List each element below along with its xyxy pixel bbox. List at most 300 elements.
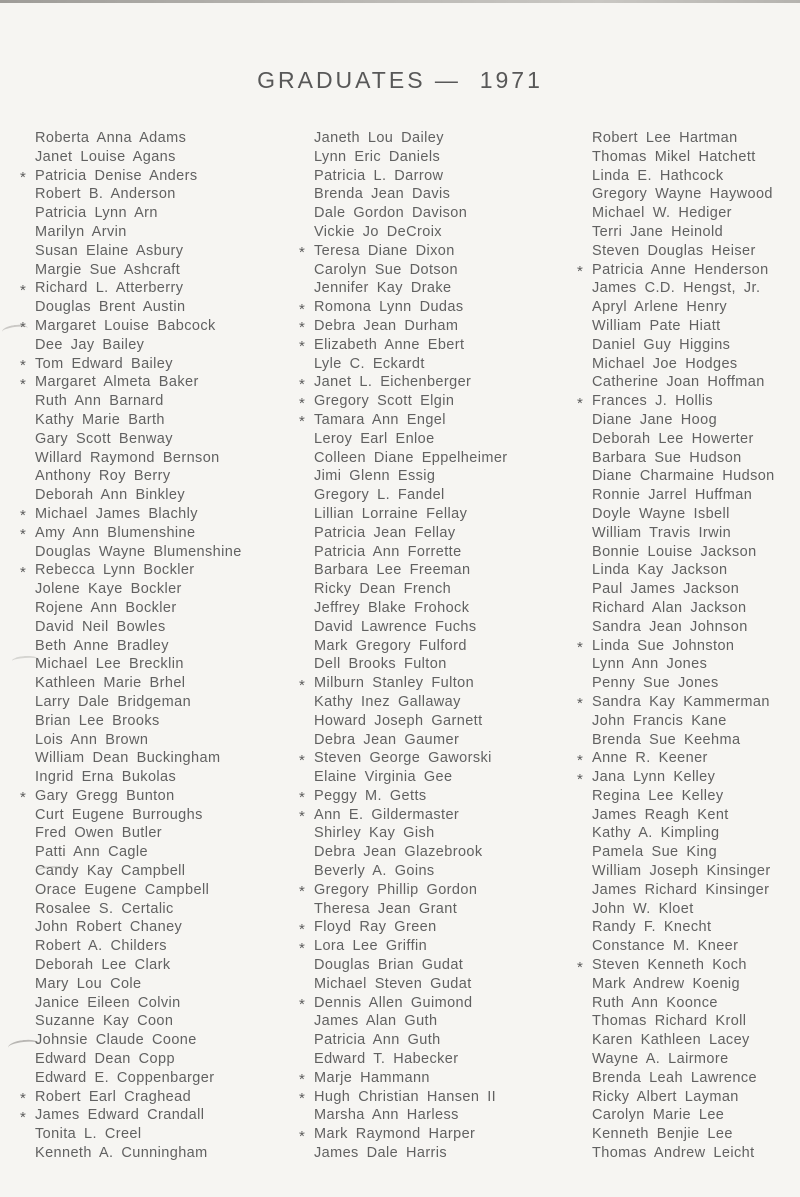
graduate-name xyxy=(299,129,577,148)
graduate-name xyxy=(299,242,577,261)
graduate-name xyxy=(577,317,800,336)
graduate-name xyxy=(299,994,577,1013)
graduate-name-text: Jennifer Kay Drake xyxy=(314,280,452,297)
graduate-name-text: Dale Gordon Davison xyxy=(314,205,468,222)
graduate-name xyxy=(20,712,298,731)
graduate-name-text: John Francis Kane xyxy=(592,712,727,729)
graduate-name-text: John Robert Chaney xyxy=(35,919,183,936)
graduate-name xyxy=(20,449,298,468)
honor-asterisk: * xyxy=(20,319,27,337)
graduate-name-text: William Dean Buckingham xyxy=(35,750,221,767)
graduate-name xyxy=(299,373,577,392)
graduate-name xyxy=(577,693,800,712)
honor-asterisk: * xyxy=(299,751,306,769)
graduate-name xyxy=(20,185,298,204)
graduate-name-text: John W. Kloet xyxy=(592,900,694,917)
honor-asterisk: * xyxy=(20,526,27,544)
honor-asterisk: * xyxy=(20,169,27,187)
honor-asterisk: * xyxy=(577,639,584,657)
graduate-name xyxy=(577,956,800,975)
graduate-name-text: Ricky Dean French xyxy=(314,581,452,598)
graduate-name xyxy=(577,994,800,1013)
graduate-name xyxy=(577,1125,800,1144)
graduate-name-text: Michael James Blachly xyxy=(35,505,198,522)
graduate-name-text: Margie Sue Ashcraft xyxy=(35,261,181,278)
graduate-name xyxy=(20,599,298,618)
honor-asterisk: * xyxy=(299,808,306,826)
graduate-name-text: Ann E. Gildermaster xyxy=(314,806,460,823)
graduate-name-text: Terri Jane Heinold xyxy=(592,223,724,240)
graduate-name xyxy=(577,298,800,317)
graduate-name xyxy=(299,298,577,317)
graduate-name xyxy=(20,392,298,411)
graduate-name xyxy=(20,843,298,862)
graduate-name-text: Milburn Stanley Fulton xyxy=(314,675,475,692)
graduate-name-text: Suzanne Kay Coon xyxy=(35,1013,174,1030)
graduate-name-text: William Pate Hiatt xyxy=(592,317,721,334)
graduate-name xyxy=(577,862,800,881)
graduate-name xyxy=(299,918,577,937)
graduate-name-text: Tonita L. Creel xyxy=(35,1126,142,1143)
graduate-name-text: Patricia Anne Henderson xyxy=(592,261,769,278)
honor-asterisk: * xyxy=(577,695,584,713)
graduate-name-text: Thomas Andrew Leicht xyxy=(592,1145,755,1162)
graduate-name-text: Diane Charmaine Hudson xyxy=(592,468,775,485)
graduate-name xyxy=(20,223,298,242)
graduate-name xyxy=(577,486,800,505)
graduate-name xyxy=(20,486,298,505)
graduate-name-text: Wayne A. Lairmore xyxy=(592,1051,729,1068)
graduate-name xyxy=(299,1031,577,1050)
graduate-name xyxy=(20,261,298,280)
graduate-name-text: Deborah Ann Binkley xyxy=(35,487,186,504)
graduate-name xyxy=(299,261,577,280)
graduate-name xyxy=(577,937,800,956)
graduate-name xyxy=(577,392,800,411)
graduate-name xyxy=(299,618,577,637)
graduate-name-text: James Dale Harris xyxy=(314,1145,448,1162)
graduate-name-text: Dennis Allen Guimond xyxy=(314,994,473,1011)
graduate-name-text: Diane Jane Hoog xyxy=(592,411,718,428)
honor-asterisk: * xyxy=(299,375,306,393)
graduates-column-left xyxy=(20,129,298,1163)
graduate-name xyxy=(577,1050,800,1069)
graduate-name xyxy=(577,373,800,392)
graduate-name-text: Karen Kathleen Lacey xyxy=(592,1032,750,1049)
graduate-name-text: Tamara Ann Engel xyxy=(314,411,446,428)
graduate-name-text: Leroy Earl Enloe xyxy=(314,430,435,447)
graduate-name-text: Linda Kay Jackson xyxy=(592,562,728,579)
graduate-name-text: Romona Lynn Dudas xyxy=(314,299,464,316)
graduate-name xyxy=(299,185,577,204)
graduate-name-text: Orace Eugene Campbell xyxy=(35,881,210,898)
graduate-name-text: Douglas Brent Austin xyxy=(35,299,186,316)
graduate-name-text: Johnsie Claude Coone xyxy=(35,1032,197,1049)
graduate-name xyxy=(20,1125,298,1144)
graduate-name-text: Curt Eugene Burroughs xyxy=(35,806,203,823)
graduate-name-text: Mark Raymond Harper xyxy=(314,1126,476,1143)
graduate-name xyxy=(299,167,577,186)
graduate-name xyxy=(299,467,577,486)
graduate-name xyxy=(299,355,577,374)
graduate-name-text: Ricky Albert Layman xyxy=(592,1088,739,1105)
graduate-name xyxy=(20,637,298,656)
graduate-name-text: Gregory L. Fandel xyxy=(314,487,445,504)
graduate-name xyxy=(20,467,298,486)
graduate-name-text: Janet Louise Agans xyxy=(35,148,176,165)
graduate-name-text: Janet L. Eichenberger xyxy=(314,374,472,391)
graduate-name xyxy=(577,900,800,919)
graduate-name xyxy=(299,1069,577,1088)
graduate-name xyxy=(299,749,577,768)
graduates-column-middle xyxy=(299,129,577,1163)
graduate-name-text: Edward E. Coppenbarger xyxy=(35,1069,215,1086)
graduate-name-text: Margaret Almeta Baker xyxy=(35,374,199,391)
graduate-name xyxy=(577,843,800,862)
graduate-name-text: Kathy Inez Gallaway xyxy=(314,693,461,710)
graduate-name-text: Regina Lee Kelley xyxy=(592,787,724,804)
graduate-name-text: Penny Sue Jones xyxy=(592,675,719,692)
graduate-name-text: Robert Earl Craghead xyxy=(35,1088,192,1105)
graduate-name-text: Janice Eileen Colvin xyxy=(35,994,181,1011)
graduate-name-text: Lillian Lorraine Fellay xyxy=(314,505,468,522)
graduate-name xyxy=(20,994,298,1013)
graduate-name xyxy=(20,430,298,449)
graduate-name xyxy=(577,223,800,242)
graduate-name xyxy=(299,843,577,862)
graduate-name-text: Linda E. Hathcock xyxy=(592,167,724,184)
graduate-name xyxy=(20,355,298,374)
graduate-name xyxy=(20,881,298,900)
graduate-name xyxy=(299,148,577,167)
graduate-name xyxy=(299,1050,577,1069)
graduate-name-text: Linda Sue Johnston xyxy=(592,637,735,654)
graduate-name xyxy=(577,129,800,148)
graduate-name-text: Fred Owen Butler xyxy=(35,825,163,842)
graduate-name xyxy=(577,1012,800,1031)
graduate-name-text: Elizabeth Anne Ebert xyxy=(314,336,465,353)
graduate-name xyxy=(299,712,577,731)
graduate-name-text: Kathy Marie Barth xyxy=(35,411,165,428)
graduate-name-text: Margaret Louise Babcock xyxy=(35,317,216,334)
graduate-name xyxy=(577,674,800,693)
graduate-name xyxy=(577,148,800,167)
graduate-name-text: Brenda Jean Davis xyxy=(314,186,451,203)
graduate-name xyxy=(20,561,298,580)
honor-asterisk: * xyxy=(20,789,27,807)
graduate-name-text: Catherine Joan Hoffman xyxy=(592,374,765,391)
graduate-name-text: Rosalee S. Certalic xyxy=(35,900,174,917)
graduate-name-text: Roberta Anna Adams xyxy=(35,130,187,146)
graduate-name xyxy=(577,712,800,731)
graduate-name-text: Lynn Eric Daniels xyxy=(314,148,441,165)
honor-asterisk: * xyxy=(299,1071,306,1089)
graduate-name-text: Robert A. Childers xyxy=(35,938,167,955)
graduate-name xyxy=(577,599,800,618)
graduate-name xyxy=(577,637,800,656)
graduate-name-text: Patricia Denise Anders xyxy=(35,167,198,184)
graduate-name-text: Edward Dean Copp xyxy=(35,1051,175,1068)
graduate-name-text: Debra Jean Glazebrook xyxy=(314,844,483,861)
graduate-name xyxy=(299,674,577,693)
graduate-name-text: Mark Andrew Koenig xyxy=(592,975,740,992)
graduate-name-text: Deborah Lee Howerter xyxy=(592,430,754,447)
graduate-name-text: Peggy M. Getts xyxy=(314,787,427,804)
graduate-name-text: Kenneth Benjie Lee xyxy=(592,1126,733,1143)
graduate-name xyxy=(577,204,800,223)
graduate-name xyxy=(577,749,800,768)
graduate-name xyxy=(20,298,298,317)
graduate-name-text: Brenda Leah Lawrence xyxy=(592,1069,757,1086)
graduate-name xyxy=(20,824,298,843)
graduate-name xyxy=(20,148,298,167)
graduate-name-text: Lynn Ann Jones xyxy=(592,656,708,673)
graduate-name xyxy=(577,543,800,562)
graduate-name-text: Paul James Jackson xyxy=(592,581,740,598)
graduate-name xyxy=(299,824,577,843)
graduate-name-text: David Neil Bowles xyxy=(35,618,166,635)
graduate-name xyxy=(299,392,577,411)
graduate-name-text: Michael Joe Hodges xyxy=(592,355,738,372)
graduate-name xyxy=(299,279,577,298)
graduate-name xyxy=(577,881,800,900)
graduate-name-text: Colleen Diane Eppelheimer xyxy=(314,449,508,466)
graduate-name xyxy=(20,1088,298,1107)
graduate-name xyxy=(20,543,298,562)
graduate-name-text: Patti Ann Cagle xyxy=(35,844,148,861)
graduate-name-text: Deborah Lee Clark xyxy=(35,957,171,974)
graduate-name-text: Rebecca Lynn Bockler xyxy=(35,562,195,579)
graduate-name xyxy=(577,505,800,524)
graduate-name xyxy=(577,242,800,261)
graduate-name-text: Patricia Ann Guth xyxy=(314,1032,441,1049)
honor-asterisk: * xyxy=(577,751,584,769)
graduate-name xyxy=(299,204,577,223)
graduate-name xyxy=(577,1069,800,1088)
graduate-name-text: Mark Gregory Fulford xyxy=(314,637,467,654)
graduate-name-text: Marsha Ann Harless xyxy=(314,1107,459,1124)
graduate-name-text: Pamela Sue King xyxy=(592,844,718,861)
graduate-name-text: Thomas Richard Kroll xyxy=(592,1013,747,1030)
graduate-name-text: Teresa Diane Dixon xyxy=(314,242,455,259)
graduate-name xyxy=(20,373,298,392)
graduate-name-text: Barbara Sue Hudson xyxy=(592,449,742,466)
graduate-name xyxy=(299,317,577,336)
graduate-name xyxy=(20,1012,298,1031)
graduate-name xyxy=(20,674,298,693)
graduate-name-text: Mary Lou Cole xyxy=(35,975,142,992)
honor-asterisk: * xyxy=(577,394,584,412)
graduate-name-text: Patricia L. Darrow xyxy=(314,167,444,184)
graduate-name-text: Steven Kenneth Koch xyxy=(592,957,747,974)
graduate-name-text: Thomas Mikel Hatchett xyxy=(592,148,756,165)
graduate-name xyxy=(20,279,298,298)
graduate-name-text: Gregory Scott Elgin xyxy=(314,393,455,410)
graduate-name-text: Lora Lee Griffin xyxy=(314,938,428,955)
graduate-name xyxy=(299,561,577,580)
graduate-name-text: Ruth Ann Koonce xyxy=(592,994,718,1011)
graduate-name-text: Daniel Guy Higgins xyxy=(592,336,731,353)
graduate-name-text: Larry Dale Bridgeman xyxy=(35,693,192,710)
graduate-name xyxy=(299,787,577,806)
graduate-name xyxy=(20,655,298,674)
graduate-name-text: Debra Jean Gaumer xyxy=(314,731,460,748)
graduate-name-text: Carolyn Sue Dotson xyxy=(314,261,458,278)
graduate-name-text: Douglas Wayne Blumenshine xyxy=(35,543,242,560)
honor-asterisk: * xyxy=(20,1108,27,1126)
graduate-name-text: Debra Jean Durham xyxy=(314,317,459,334)
graduate-name xyxy=(20,167,298,186)
graduate-name-text: Douglas Brian Gudat xyxy=(314,957,464,974)
graduate-name-text: Patricia Lynn Arn xyxy=(35,205,158,222)
graduate-name xyxy=(577,336,800,355)
honor-asterisk: * xyxy=(299,338,306,356)
graduate-name-text: Patricia Ann Forrette xyxy=(314,543,462,560)
page-title: GRADUATES — 1971 xyxy=(257,67,543,94)
graduate-name xyxy=(20,618,298,637)
graduate-name-text: Gary Scott Benway xyxy=(35,430,173,447)
honor-asterisk: * xyxy=(20,375,27,393)
graduate-name xyxy=(299,1088,577,1107)
graduate-name xyxy=(20,411,298,430)
graduate-name xyxy=(577,279,800,298)
graduate-name-text: Floyd Ray Green xyxy=(314,919,437,936)
graduate-name xyxy=(299,1106,577,1125)
graduate-name-text: Dell Brooks Fulton xyxy=(314,656,447,673)
graduate-name xyxy=(20,524,298,543)
graduate-name xyxy=(577,167,800,186)
graduate-name xyxy=(20,900,298,919)
graduate-name-text: Howard Joseph Garnett xyxy=(314,712,483,729)
graduate-name xyxy=(20,787,298,806)
graduate-name-text: Michael W. Hediger xyxy=(592,205,732,222)
graduate-name-text: Frances J. Hollis xyxy=(592,393,713,410)
honor-asterisk: * xyxy=(577,958,584,976)
honor-asterisk: * xyxy=(299,394,306,412)
graduate-name xyxy=(299,505,577,524)
graduate-name xyxy=(299,937,577,956)
graduate-name-text: Doyle Wayne Isbell xyxy=(592,505,730,522)
graduate-name xyxy=(20,806,298,825)
honor-asterisk: * xyxy=(20,281,27,299)
graduate-name xyxy=(299,543,577,562)
graduate-name-text: Barbara Lee Freeman xyxy=(314,562,471,579)
graduate-name xyxy=(299,862,577,881)
graduate-name xyxy=(577,806,800,825)
graduate-name xyxy=(299,223,577,242)
graduate-name xyxy=(20,937,298,956)
graduate-name-text: Shirley Kay Gish xyxy=(314,825,435,842)
honor-asterisk: * xyxy=(299,300,306,318)
graduate-name-text: Richard Alan Jackson xyxy=(592,599,747,616)
graduate-name-text: James Reagh Kent xyxy=(592,806,729,823)
graduate-name-text: David Lawrence Fuchs xyxy=(314,618,477,635)
graduate-name-text: Michael Lee Brecklin xyxy=(35,656,184,673)
graduate-name-text: Marilyn Arvin xyxy=(35,223,127,240)
graduate-name xyxy=(577,1088,800,1107)
graduate-name xyxy=(299,430,577,449)
graduate-name-text: Theresa Jean Grant xyxy=(314,900,458,917)
graduate-name xyxy=(299,336,577,355)
graduate-name-text: Ruth Ann Barnard xyxy=(35,393,164,410)
graduate-name xyxy=(299,693,577,712)
honor-asterisk: * xyxy=(299,883,306,901)
graduate-name xyxy=(577,411,800,430)
graduate-name-text: Willard Raymond Bernson xyxy=(35,449,220,466)
graduate-name xyxy=(577,824,800,843)
graduate-name-text: Amy Ann Blumenshine xyxy=(35,524,196,541)
graduate-name xyxy=(20,956,298,975)
graduate-name-text: Kathy A. Kimpling xyxy=(592,825,720,842)
graduate-name-text: Tom Edward Bailey xyxy=(35,355,173,372)
honor-asterisk: * xyxy=(299,319,306,337)
graduate-name-text: Hugh Christian Hansen II xyxy=(314,1088,497,1105)
graduate-name xyxy=(299,956,577,975)
graduate-name-text: Randy F. Knecht xyxy=(592,919,712,936)
graduate-name xyxy=(577,524,800,543)
graduate-name xyxy=(577,580,800,599)
graduate-name-text: Lyle C. Eckardt xyxy=(314,355,425,372)
honor-asterisk: * xyxy=(299,413,306,431)
honor-asterisk: * xyxy=(20,1090,27,1108)
graduate-name xyxy=(577,655,800,674)
honor-asterisk: * xyxy=(20,563,27,581)
honor-asterisk: * xyxy=(577,263,584,281)
graduate-name xyxy=(20,731,298,750)
graduate-name-text: Jolene Kaye Bockler xyxy=(35,581,182,598)
graduate-name xyxy=(20,505,298,524)
graduate-name xyxy=(20,336,298,355)
honor-asterisk: * xyxy=(299,920,306,938)
graduate-name xyxy=(299,731,577,750)
graduate-name xyxy=(299,486,577,505)
graduate-name xyxy=(20,580,298,599)
graduate-name xyxy=(577,918,800,937)
graduate-name-text: Steven Douglas Heiser xyxy=(592,242,756,259)
graduate-name-text: Dee Jay Bailey xyxy=(35,336,145,353)
graduate-name-text: Constance M. Kneer xyxy=(592,938,739,955)
graduate-name-text: Ingrid Erna Bukolas xyxy=(35,769,177,786)
graduate-name xyxy=(20,204,298,223)
graduate-name xyxy=(577,261,800,280)
graduates-column-right xyxy=(577,129,800,1163)
graduate-name xyxy=(577,975,800,994)
graduate-name-text: Kenneth A. Cunningham xyxy=(35,1145,208,1162)
honor-asterisk: * xyxy=(577,770,584,788)
graduate-name xyxy=(577,787,800,806)
graduate-name xyxy=(299,599,577,618)
graduate-name xyxy=(299,806,577,825)
graduate-name-text: Marje Hammann xyxy=(314,1069,430,1086)
graduate-name xyxy=(20,768,298,787)
honor-asterisk: * xyxy=(20,357,27,375)
graduate-name-text: Beverly A. Goins xyxy=(314,863,435,880)
graduate-name-text: Patricia Jean Fellay xyxy=(314,524,456,541)
graduate-name xyxy=(577,618,800,637)
graduate-name-text: Janeth Lou Dailey xyxy=(314,130,444,146)
graduate-name xyxy=(299,1012,577,1031)
graduate-name xyxy=(577,467,800,486)
graduate-name-text: James Richard Kinsinger xyxy=(592,881,770,898)
graduate-name-text: Gary Gregg Bunton xyxy=(35,787,175,804)
graduate-name xyxy=(20,1144,298,1163)
graduate-name xyxy=(299,637,577,656)
graduate-name-text: Lois Ann Brown xyxy=(35,731,149,748)
graduate-name-text: James Edward Crandall xyxy=(35,1107,205,1124)
graduate-name-text: Anne R. Keener xyxy=(592,750,708,767)
graduate-name xyxy=(299,580,577,599)
graduate-name xyxy=(20,693,298,712)
